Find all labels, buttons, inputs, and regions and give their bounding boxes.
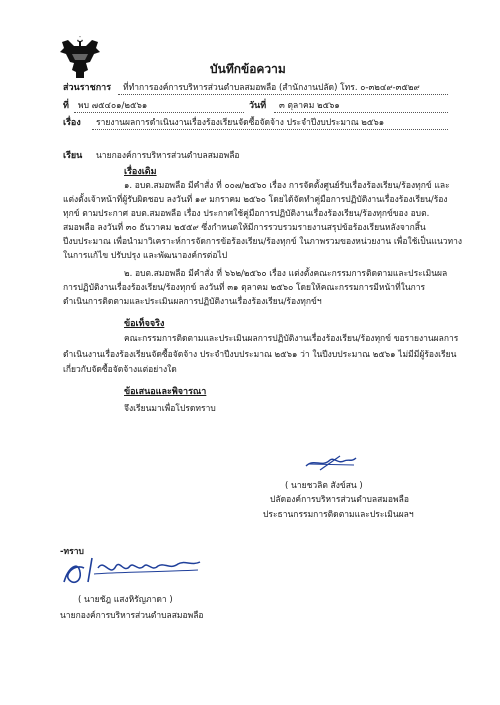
facts-line: คณะกรรมการติดตามและประเมินผลการปฏิบัติงานเรื่องร้องเรียน/ร้องทุกข์ ขอรายงานผลการ	[124, 334, 459, 344]
subject-rule	[92, 129, 448, 130]
signature-1-name: ( นายชวลิต สังข์สน )	[285, 481, 363, 491]
agency-rule	[118, 94, 448, 95]
background-para1-line: ๑. อบต.สมอพลือ มีคำสั่ง ที่ ๐๐๗/๒๕๖๐ เรื่อง การจัดตั้งศูนย์รับเรื่องร้องเรียน/ร้องทุกข์ และ	[124, 181, 450, 191]
subject-label: เรื่อง	[63, 118, 81, 128]
ref-rule	[74, 112, 244, 113]
date-rule	[274, 112, 448, 113]
background-para1-line: ทุกข์ ตามประกาศ อบต.สมอพลือ เรื่อง ประกาศใช้คู่มือการปฏิบัติงานเรื่องร้องเรียน/ร้องทุกข์ของ อบต.	[63, 209, 430, 219]
background-para2-line: ๒. อบต.สมอพลือ มีคำสั่ง ที่ ๖๖๒/๒๕๖๐ เรื่อง แต่งตั้งคณะกรรมการติดตามและประเมินผล	[124, 269, 448, 279]
facts-heading: ข้อเท็จจริง	[124, 319, 165, 329]
subject-value: รายงานผลการดำเนินงานเรื่องร้องเรียนจัดซื้อจัดจ้าง ประจำปีงบประมาณ ๒๕๖๑	[96, 118, 385, 128]
proposal-text: จึงเรียนมาเพื่อโปรดทราบ	[124, 404, 216, 414]
background-para1-line: สมอพลือ ลงวันที่ ๓๐ ธันวาคม ๒๕๕๙ ซึ่งกำหนดให้มีการรวบรวมรายงานสรุปข้อร้องเรียนหลังจากสิ้น	[63, 223, 426, 233]
acknowledgement-name: ( นายชัฎ แสงหิรัญภาดา )	[78, 595, 173, 605]
date-label: วันที่	[249, 101, 267, 111]
background-para1-line: แต่งตั้งเจ้าหน้าที่ผู้รับผิดชอบ ลงวันที่ ๑๙ มกราคม ๒๕๖๐ โดยได้จัดทำคู่มือการปฏิบัติงานเรื่องร้องเรียน/ร้อง	[63, 195, 448, 205]
signature-1-position: ปลัดองค์การบริหารส่วนตำบลสมอพลือ	[270, 495, 409, 505]
signature-1-handwriting	[300, 452, 360, 474]
agency-value: ที่ทำการองค์การบริหารส่วนตำบลสมอพลือ (สำนักงานปลัด) โทร. ๐-๓๒๔๙-๓๕๒๙	[123, 83, 420, 93]
ref-label: ที่	[63, 101, 69, 111]
acknowledgement-label: -ทราบ	[60, 547, 84, 557]
background-para2-line: การปฏิบัติงานเรื่องร้องเรียน/ร้องทุกข์ ลงวันที่ ๓๑ ตุลาคม ๒๕๖๐ โดยให้คณะกรรมการมีหน้าที่ในการ	[63, 283, 426, 293]
date-value: ๓ ตุลาคม ๒๕๖๑	[279, 101, 340, 111]
agency-label: ส่วนราชการ	[63, 83, 112, 93]
salutation-value: นายกองค์การบริหารส่วนตำบลสมอพลือ	[96, 151, 240, 161]
ref-value: พบ ๗๕๔๐๑/๒๕๖๑	[78, 101, 148, 111]
signature-1-position: ประธานกรรมการติดตามและประเมินผลฯ	[263, 510, 414, 520]
salutation-label: เรียน	[63, 151, 83, 161]
proposal-heading: ข้อเสนอและพิจารณา	[124, 387, 207, 397]
background-para1-line: ปีงบประมาณ เพื่อนำมาวิเคราะห์การจัดการข้อร้องเรียน/ร้องทุกข์ ในภาพรวมของหน่วยงาน เพื่อใช้เป็นแนวทาง	[63, 237, 463, 247]
facts-line: เกี่ยวกับจัดซื้อจัดจ้างแต่อย่างใด	[63, 365, 177, 375]
garuda-emblem-icon	[58, 32, 102, 80]
acknowledgement-signature-handwriting	[58, 548, 208, 590]
acknowledgement-position: นายกองค์การบริหารส่วนตำบลสมอพลือ	[60, 611, 204, 621]
background-para2-line: ดำเนินการติดตามและประเมินผลการปฏิบัติงานเรื่องร้องเรียน/ร้องทุกข์ฯ	[63, 297, 322, 307]
facts-line: ดำเนินงานเรื่องร้องเรียนจัดซื้อจัดจ้าง ประจำปีงบประมาณ ๒๕๖๑ ว่า ในปีงบประมาณ ๒๕๖๑ ไม่มีมีผู้ร้องเรียน	[63, 350, 457, 360]
background-heading: เรื่องเดิม	[124, 167, 157, 177]
memo-title: บันทึกข้อความ	[210, 62, 286, 76]
background-para1-line: ในการแก้ไข ปรับปรุง และพัฒนาองค์กรต่อไป	[63, 251, 228, 261]
